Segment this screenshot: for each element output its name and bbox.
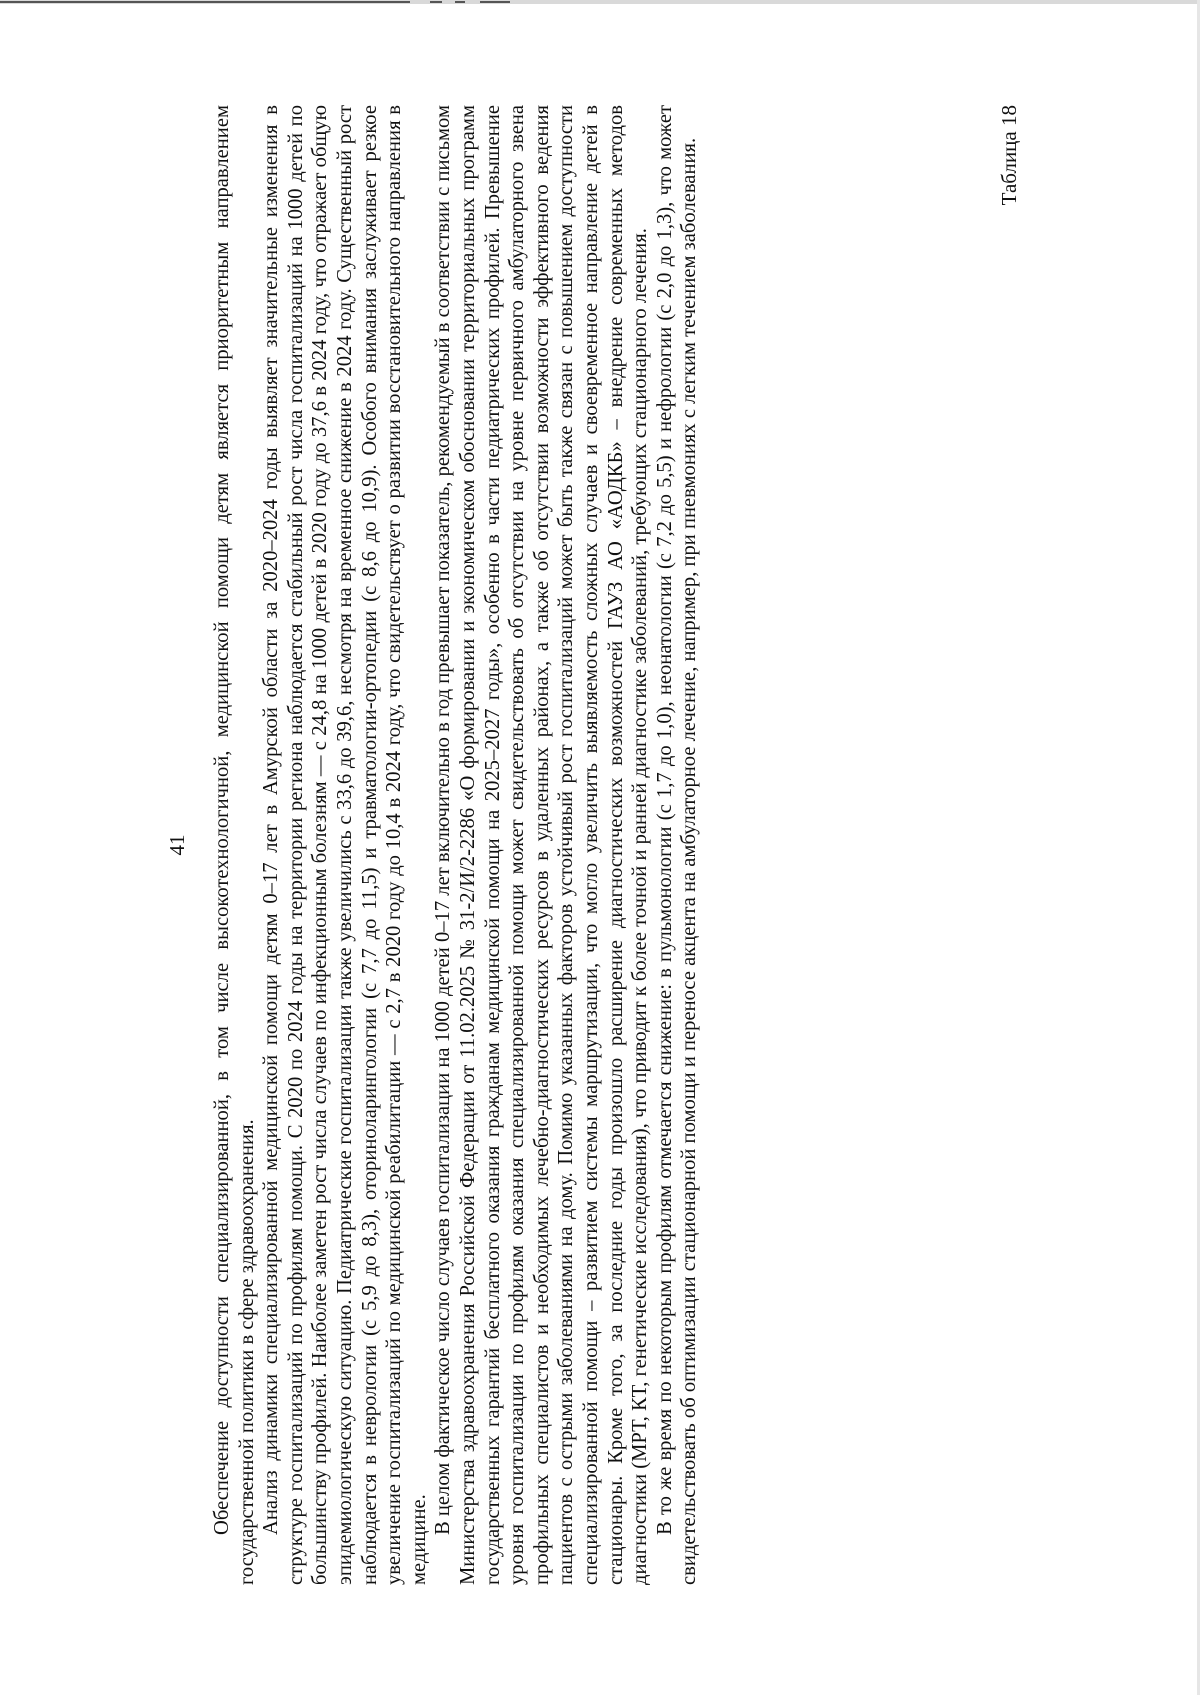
scan-artifact	[430, 1, 442, 3]
body-text	[210, 105, 702, 1585]
page-number: 41	[165, 834, 189, 856]
scan-border-top	[0, 0, 1200, 4]
rotated-page	[165, 105, 1075, 1585]
scan-artifact	[0, 1, 410, 3]
scan-artifact	[455, 1, 465, 3]
paragraph: Обеспечение доступности специализированной, в том числе высокотехнологичной, медицинской помощи детям является приоритетным направлением государственной политики в сфере здравоохранения.	[211, 105, 258, 1585]
scan-artifact	[480, 1, 510, 3]
paragraph: В целом фактическое число случаев госпитализации на 1000 детей 0–17 лет включительно в год превышает показатель, рекомендуемый в соответствии с письмом Министерства здравоохранения Российской Федерации от 11.02.2025 № 31-2/И/2-2286 «О формировании и экономическом обосновании территориальных программ государственных гарантий бесплатного оказания гражданам медицинской помощи на 2025–2027 годы», особенно в части педиатрических профилей. Превышение уровня госпитализации по профилям оказания специализированной помощи может свидетельствовать об отсутствии на уровне первичного амбулаторного звена профильных специалистов и необходимых лечебно-диагностических ресурсов в удаленных районах, а также об отсутствии возможности эффективного ведения пациентов с острыми заболеваниями на дому. Помимо указанных факторов устойчивый рост госпитализаций может быть также связан с повышением доступности специализированной помощи – развитием системы маршрутизации, что могло увеличить выявляемость сложных случаев и своевременное направление детей в стационары. Кроме того, за последние годы произошло расширение диагностических возможностей ГАУЗ АО «АОДКБ» – внедрение современных методов диагностики (МРТ, КТ, генетические исследования), что приводит к более точной и ранней диагностике заболеваний, требующих стационарного лечения.	[432, 105, 652, 1585]
paragraph: Анализ динамики специализированной медицинской помощи детям 0–17 лет в Амурской области за 2020–2024 годы выявляет значительные изменения в структуре госпитализаций по профилям помощи. С 2020 по 2024 годы на территории региона наблюдается стабильный рост числа госпитализаций на 1000 детей по большинству профилей. Наиболее заметен рост числа случаев по инфекционным болезням — с 24,8 на 1000 детей в 2020 году до 37,6 в 2024 году, что отражает общую эпидемиологическую ситуацию. Педиатрические госпитализации также увеличились с 33,6 до 39,6, несмотря на временное снижение в 2024 году. Существенный рост наблюдается в неврологии (с 5,9 до 8,3), оториноларингологии (с 7,7 до 11,5) и травматологии-ортопедии (с 8,6 до 10,9). Особого внимания заслуживает резкое увеличение госпитализаций по медицинской реабилитации — с 2,7 в 2020 году до 10,4 в 2024 году, что свидетельствует о развитии восстановительного направления в медицине.	[260, 105, 430, 1585]
paragraph: В то же время по некоторым профилям отмечается снижение: в пульмонологии (с 1,7 до 1,0), неонатологии (с 7,2 до 5,5) и нефрологии (с 2,0 до 1,3), что может свидетельствовать об оптимизации стационарной помощи и переносе акцента на амбулаторное лечение, например, при пневмониях с легким течением заболевания.	[653, 105, 701, 1585]
table-caption: Таблица 18	[997, 105, 1021, 206]
